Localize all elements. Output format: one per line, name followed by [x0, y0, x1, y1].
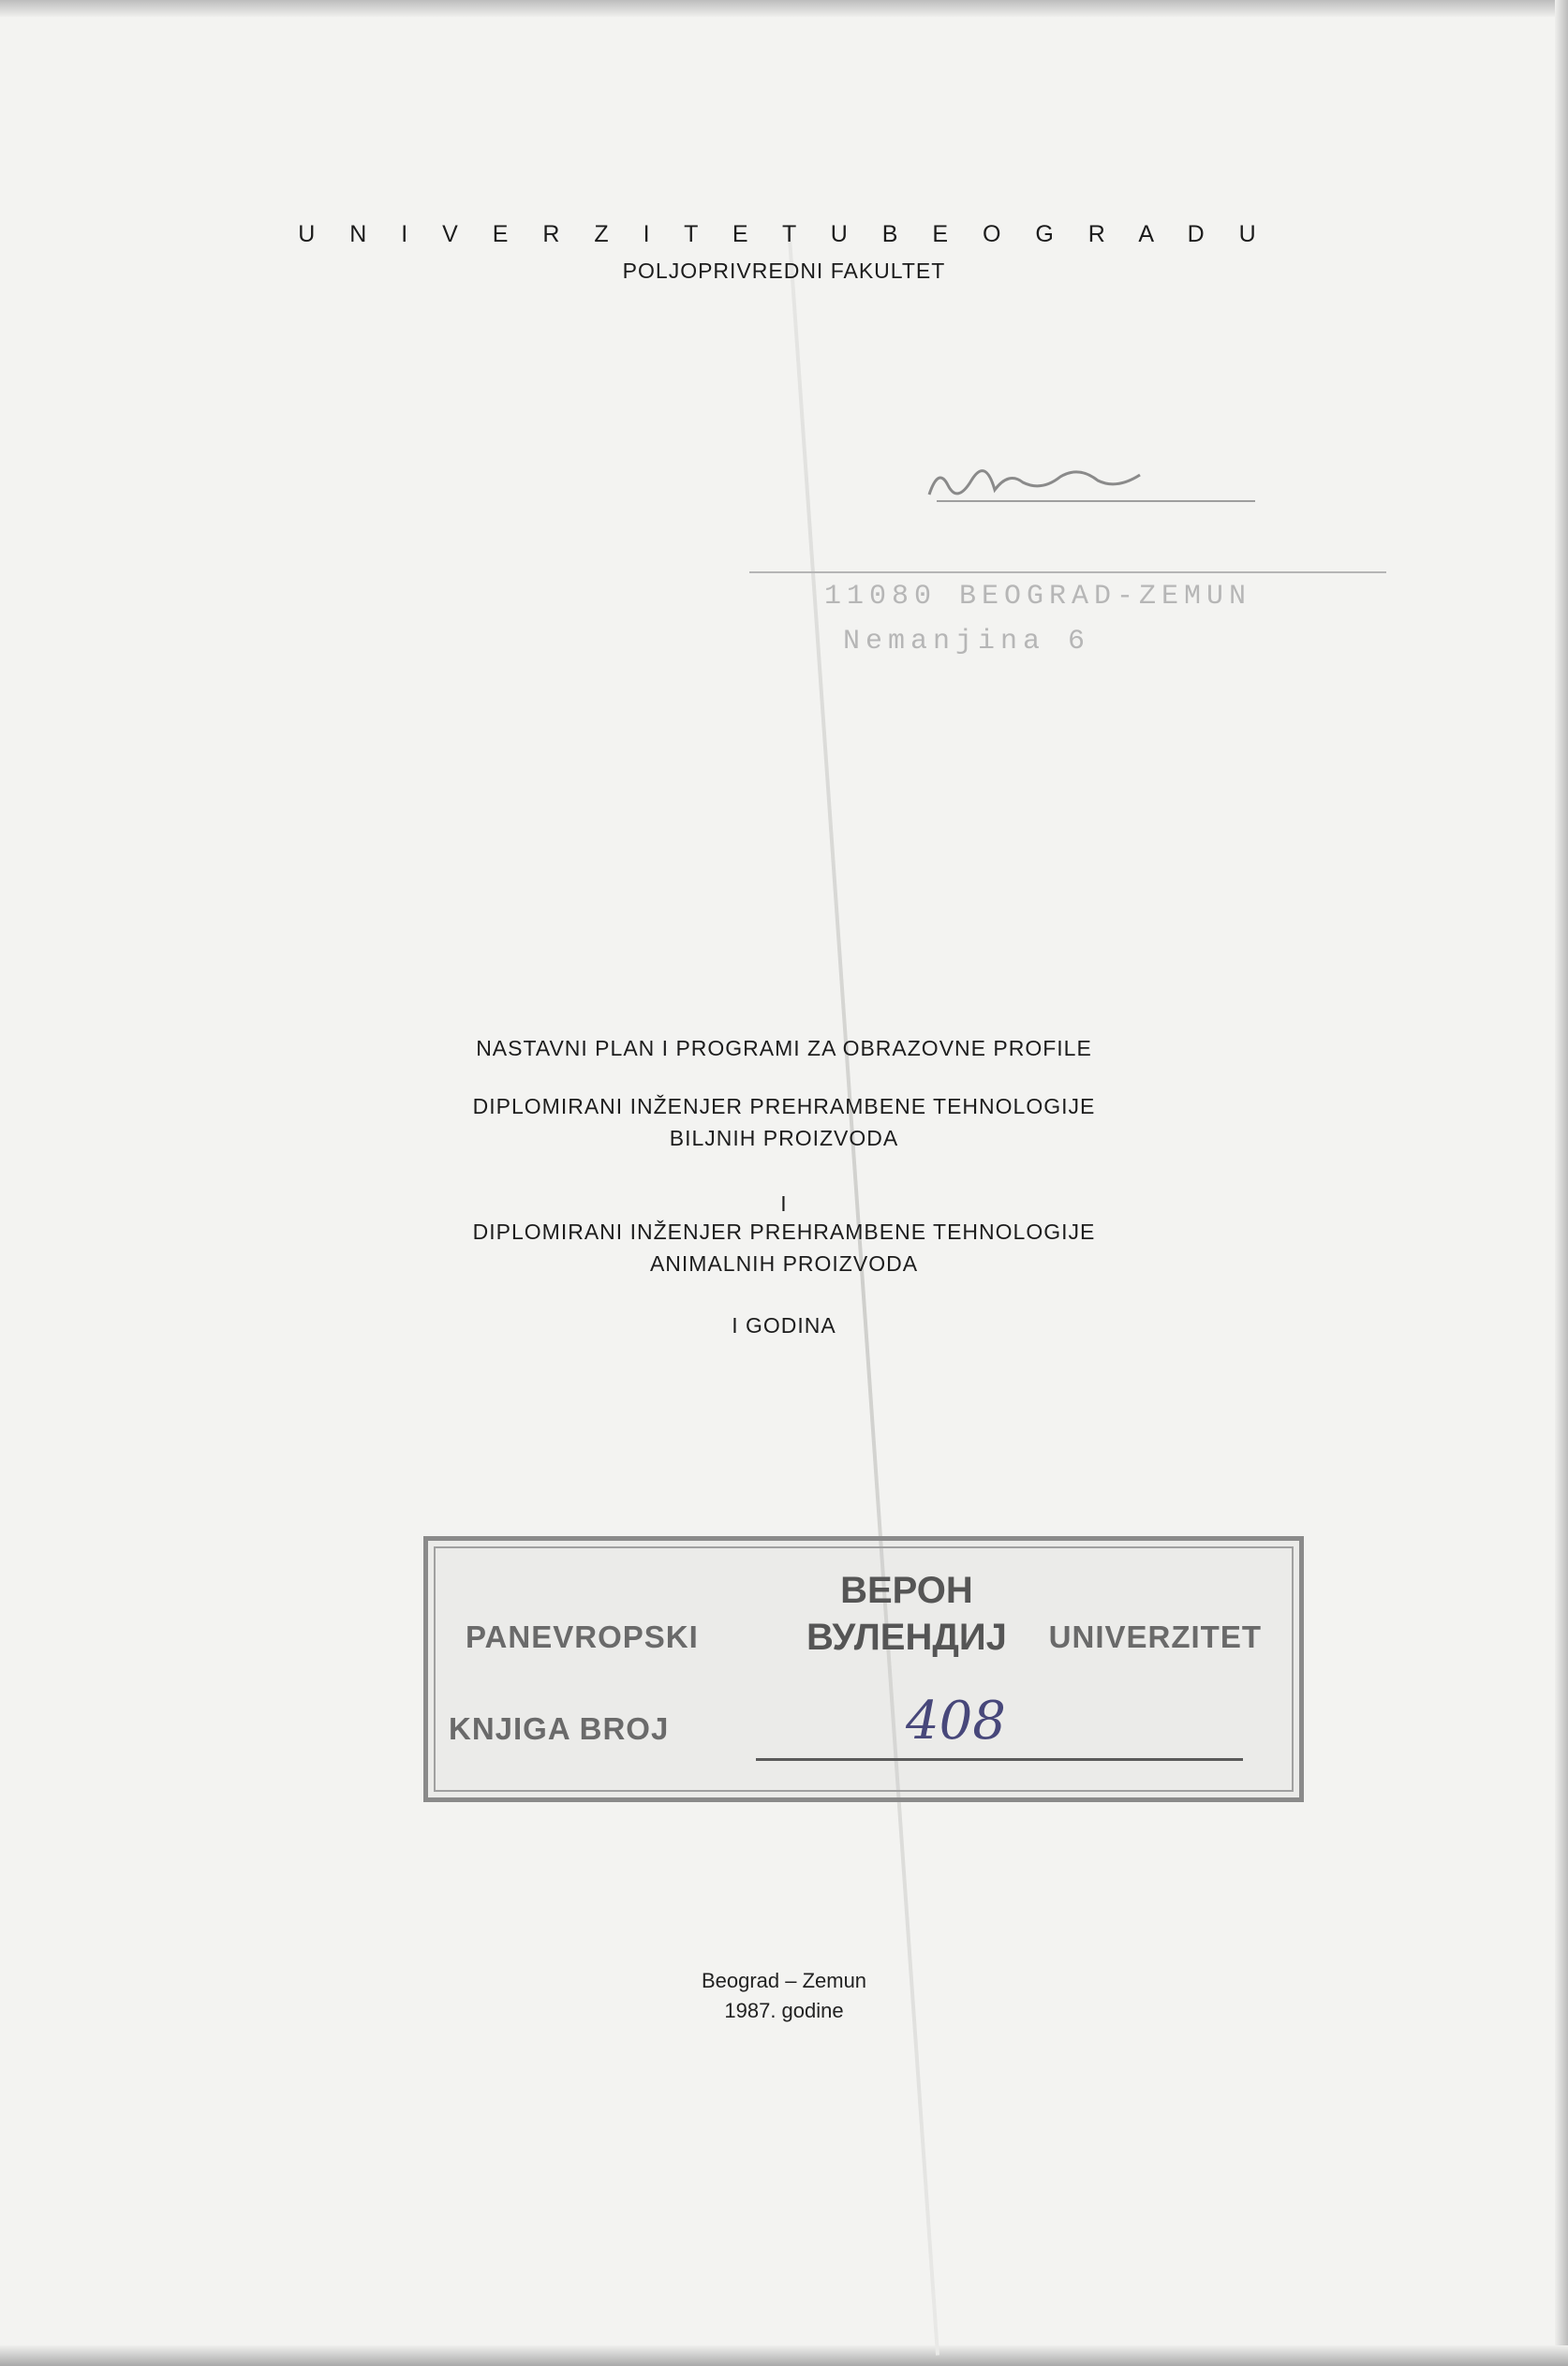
stamp-cyrillic-bottom: ВУЛЕНДИЈ: [806, 1617, 1007, 1658]
document-line-4: I: [780, 1191, 788, 1216]
stamp-book-number: 408: [906, 1691, 1006, 1752]
stamp-book-line: [756, 1758, 1243, 1761]
stamp-cyrillic-top: ВЕРОН: [840, 1570, 973, 1611]
place-text: Beograd – Zemun: [701, 1969, 867, 1992]
stamp-address-line1: 11080 BEOGRAD-ZEMUN: [824, 581, 1252, 613]
date-line: [749, 571, 1386, 573]
faculty-title: POLJOPRIVREDNI FAKULTET: [622, 259, 946, 283]
stamp-book-label: KNJIGA BROJ: [449, 1711, 670, 1746]
document-line-3: BILJNIH PROIZVODA: [669, 1126, 899, 1150]
document-line-5: DIPLOMIRANI INŽENJER PREHRAMBENE TEHNOLOGIJE: [472, 1220, 1096, 1244]
stamp-cyrillic: [806, 1567, 1007, 1661]
signature-line: [937, 500, 1255, 502]
year-text: 1987. godine: [724, 1999, 844, 2022]
document-line-2: DIPLOMIRANI INŽENJER PREHRAMBENE TEHNOLOGIJE: [472, 1094, 1096, 1118]
university-title: U N I V E R Z I T E T U B E O G R A D U: [298, 221, 1270, 247]
stamp-address-line2: Nemanjina 6: [843, 626, 1091, 658]
document-line-7: I GODINA: [732, 1313, 836, 1338]
library-stamp: [423, 1536, 1304, 1802]
page-edge-bottom: [0, 2345, 1568, 2366]
stamp-left-text: PANEVROPSKI: [466, 1619, 699, 1654]
signature: [901, 457, 1257, 523]
stamp-right-text: UNIVERZITET: [1048, 1619, 1262, 1654]
document-line-1: NASTAVNI PLAN I PROGRAMI ZA OBRAZOVNE PROFILE: [476, 1036, 1092, 1060]
page-edge-top: [0, 0, 1568, 17]
document-line-6: ANIMALNIH PROIZVODA: [649, 1251, 919, 1276]
